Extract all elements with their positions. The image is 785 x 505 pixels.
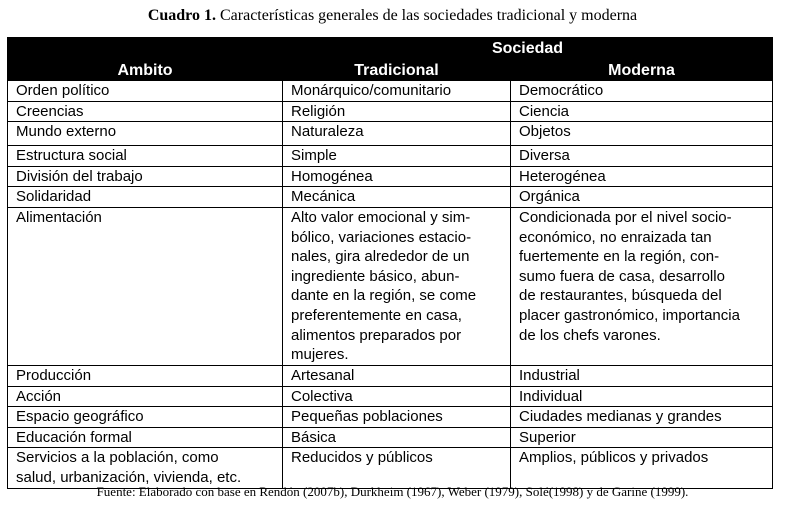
cell-moderna: Heterogénea: [511, 166, 773, 187]
cell-tradicional: Pequeñas poblaciones: [283, 407, 511, 428]
cell-ambito: Servicios a la población, como salud, urbanización, vivienda, etc.: [8, 448, 283, 488]
table-row: [8, 101, 773, 122]
cell-ambito: Solidaridad: [8, 187, 283, 208]
cell-ambito: Estructura social: [8, 146, 283, 167]
cell-moderna: Objetos: [511, 122, 773, 146]
cell-moderna: Ciencia: [511, 101, 773, 122]
cell-moderna: Individual: [511, 386, 773, 407]
cell-moderna: Democrático: [511, 81, 773, 102]
cell-moderna: Condicionada por el nivel socio- económico, no enraizada tan fuertemente en la región, con- sumo fuera de casa, desarrollo de restaurantes, búsqueda del placer gastronómico, importancia de los chefs varones.: [511, 207, 773, 365]
cell-moderna: Superior: [511, 427, 773, 448]
cell-ambito: Alimentación: [8, 207, 283, 365]
cell-moderna: Amplios, públicos y privados: [511, 448, 773, 488]
header-group-sociedad: Sociedad: [283, 38, 773, 59]
source-footnote: Fuente: Elaborado con base en Rendón (2007b), Durkheim (1967), Weber (1979), Solé(1998) y de Garine (1999).: [96, 484, 689, 499]
table-row: [8, 427, 773, 448]
cell-moderna: Diversa: [511, 146, 773, 167]
cell-ambito: Orden político: [8, 81, 283, 102]
cell-tradicional: Simple: [283, 146, 511, 167]
table-row: [8, 207, 773, 365]
cell-tradicional: Naturaleza: [283, 122, 511, 146]
cell-tradicional: Monárquico/comunitario: [283, 81, 511, 102]
cell-ambito: Producción: [8, 365, 283, 386]
cell-ambito: Mundo externo: [8, 122, 283, 146]
table-row: [8, 187, 773, 208]
cell-tradicional: Mecánica: [283, 187, 511, 208]
cell-tradicional: Reducidos y públicos: [283, 448, 511, 488]
caption-title: Características generales de las sociedades tradicional y moderna: [216, 7, 638, 24]
caption-label: Cuadro 1.: [147, 7, 216, 24]
cell-ambito: División del trabajo: [8, 166, 283, 187]
cell-tradicional: Colectiva: [283, 386, 511, 407]
table-caption: [0, 6, 785, 26]
table-row: [8, 146, 773, 167]
cell-ambito: Acción: [8, 386, 283, 407]
cell-tradicional: Homogénea: [283, 166, 511, 187]
cell-tradicional: Religión: [283, 101, 511, 122]
cell-moderna: Orgánica: [511, 187, 773, 208]
table-row: [8, 166, 773, 187]
header-tradicional: Tradicional: [283, 59, 511, 81]
cell-moderna: Industrial: [511, 365, 773, 386]
table-row: [8, 365, 773, 386]
header-ambito: Ambito: [8, 59, 283, 81]
table-row: [8, 81, 773, 102]
header-empty-cell: [8, 38, 283, 59]
cell-tradicional: Alto valor emocional y sim- bólico, variaciones estacio- nales, gira alrededor de un ingrediente básico, abun- dante en la región, se come preferentemente en casa, alimentos preparados por mujeres.: [283, 207, 511, 365]
cell-ambito: Espacio geográfico: [8, 407, 283, 428]
table-row: [8, 448, 773, 488]
cell-tradicional: Básica: [283, 427, 511, 448]
cell-tradicional: Artesanal: [283, 365, 511, 386]
cell-ambito: Creencias: [8, 101, 283, 122]
header-moderna: Moderna: [511, 59, 773, 81]
table-row: [8, 122, 773, 146]
table-row: [8, 386, 773, 407]
table-body: [8, 81, 773, 489]
cell-moderna: Ciudades medianas y grandes: [511, 407, 773, 428]
table-row: [8, 407, 773, 428]
characteristics-table: [7, 37, 773, 489]
cell-ambito: Educación formal: [8, 427, 283, 448]
